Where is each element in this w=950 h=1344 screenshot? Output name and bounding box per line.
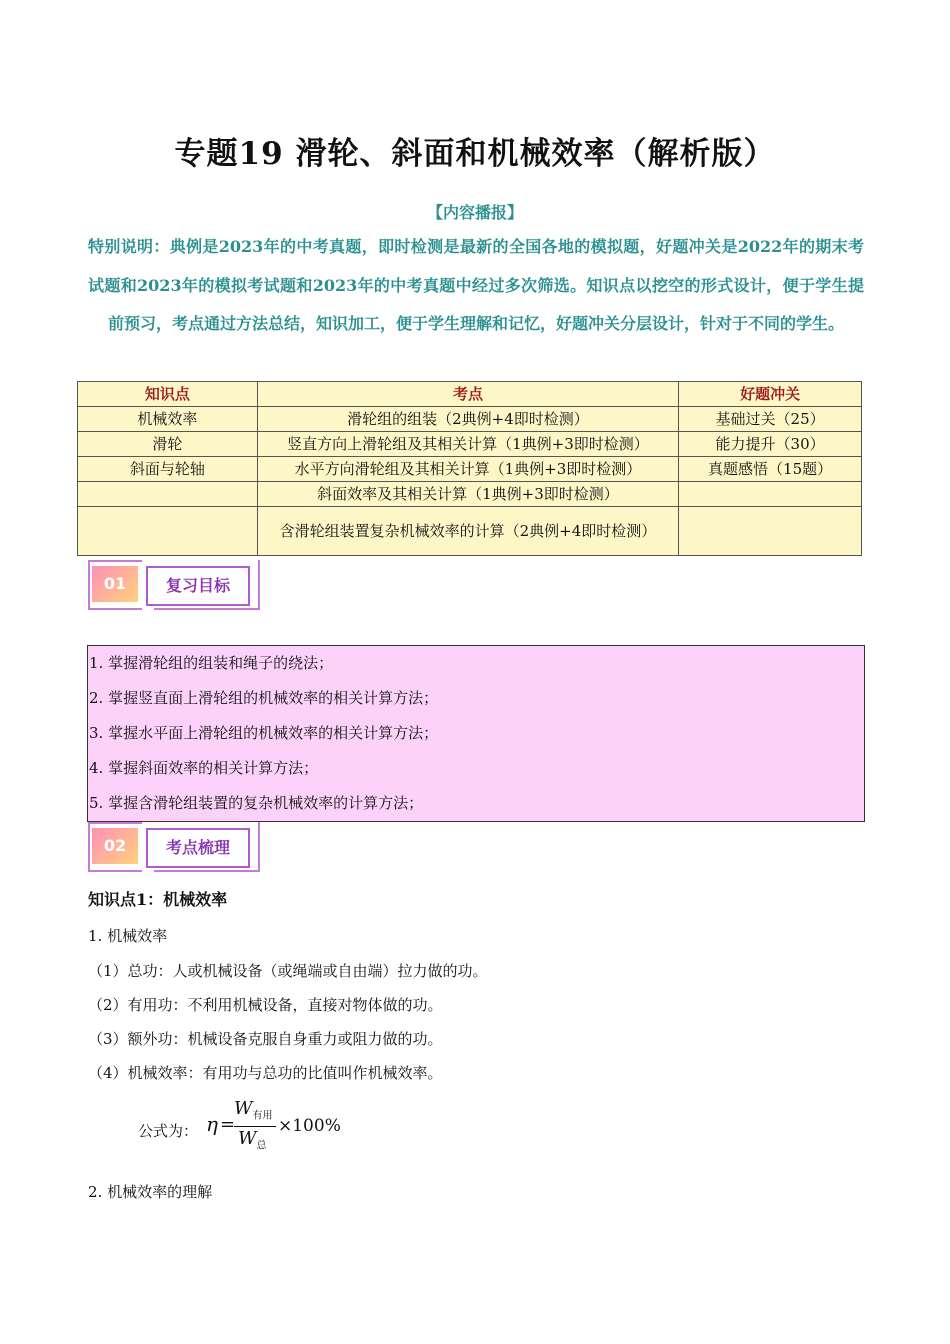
table-row [78, 482, 862, 507]
intro-text: 特别说明：典例是2023年的中考真题，即时检测是最新的全国各地的模拟题，好题冲关是2022年的期末考试题和2023年的模拟考试题和2023年的中考真题中经过多次筛选。知识点以挖空的形式设计，便于学生提前预习，考点通过方法总结，知识加工，便于学生理解和记忆，好题冲关分层设计，针对于不同的学生。 [88, 237, 864, 333]
goal-item: 4. 掌握斜面效率的相关计算方法； [89, 759, 319, 777]
table-header-row [78, 382, 862, 407]
table-cell [679, 507, 862, 556]
numerator-symbol: W [234, 1098, 253, 1119]
table-cell [78, 482, 258, 507]
fraction-bar [234, 1126, 276, 1127]
table-cell [679, 482, 862, 507]
table-row [78, 457, 862, 482]
table-cell: 滑轮 [78, 432, 258, 457]
table-cell: 斜面效率及其相关计算（1典例+3即时检测） [257, 482, 678, 507]
section-badge-review-goals [88, 560, 264, 612]
denominator-subscript: 总 [256, 1140, 267, 1152]
numerator-subscript: 有用 [252, 1110, 273, 1122]
review-goals-box [87, 645, 865, 822]
section-badge-exam-points [88, 822, 264, 874]
equals-sign: = [220, 1114, 236, 1135]
section-label: 考点梳理 [146, 828, 250, 868]
header-knowledge: 知识点 [78, 382, 258, 407]
formula-tail: ×100% [278, 1116, 341, 1136]
table-cell: 水平方向滑轮组及其相关计算（1典例+3即时检测） [257, 457, 678, 482]
table-cell: 含滑轮组装置复杂机械效率的计算（2典例+4即时检测） [257, 507, 678, 556]
body-line: 1. 机械效率 [88, 927, 168, 945]
table-cell: 能力提升（30） [679, 432, 862, 457]
table-cell [78, 507, 258, 556]
body-line: （1）总功：人或机械设备（或绳端或自由端）拉力做的功。 [88, 962, 488, 980]
table-row [78, 507, 862, 556]
header-exam-points: 考点 [257, 382, 678, 407]
table-row [78, 432, 862, 457]
eta-symbol: η [206, 1112, 218, 1136]
denominator-symbol: W [238, 1128, 257, 1149]
formula-label: 公式为： [138, 1122, 199, 1140]
knowledge-point-title: 知识点1：机械效率 [88, 890, 228, 909]
table-cell: 机械效率 [78, 407, 258, 432]
section-number: 01 [92, 566, 138, 602]
table-cell: 斜面与轮轴 [78, 457, 258, 482]
table-row [78, 407, 862, 432]
formula-denominator [238, 1128, 267, 1152]
table-cell: 竖直方向上滑轮组及其相关计算（1典例+3即时检测） [257, 432, 678, 457]
section-label: 复习目标 [146, 566, 250, 606]
goal-item: 5. 掌握含滑轮组装置的复杂机械效率的计算方法； [89, 794, 424, 812]
table-cell: 真题感悟（15题） [679, 457, 862, 482]
page-title: 专题19 滑轮、斜面和机械效率（解析版） [174, 136, 776, 172]
body-line: （3）额外功：机械设备克服自身重力或阻力做的功。 [88, 1030, 443, 1048]
goal-item: 2. 掌握竖直面上滑轮组的机械效率的相关计算方法； [89, 689, 439, 707]
section-number: 02 [92, 828, 138, 864]
body-line: 2. 机械效率的理解 [88, 1183, 213, 1201]
goal-item: 3. 掌握水平面上滑轮组的机械效率的相关计算方法； [89, 724, 439, 742]
intro-heading: 【内容播报】 [426, 203, 523, 222]
header-practice: 好题冲关 [679, 382, 862, 407]
body-line: （2）有用功：不利用机械设备，直接对物体做的功。 [88, 996, 443, 1014]
formula-numerator [234, 1098, 273, 1122]
table-cell: 滑轮组的组装（2典例+4即时检测） [257, 407, 678, 432]
table-cell: 基础过关（25） [679, 407, 862, 432]
body-line: （4）机械效率：有用功与总功的比值叫作机械效率。 [88, 1064, 443, 1082]
overview-table [77, 381, 862, 556]
goal-item: 1. 掌握滑轮组的组装和绳子的绕法； [89, 654, 334, 672]
